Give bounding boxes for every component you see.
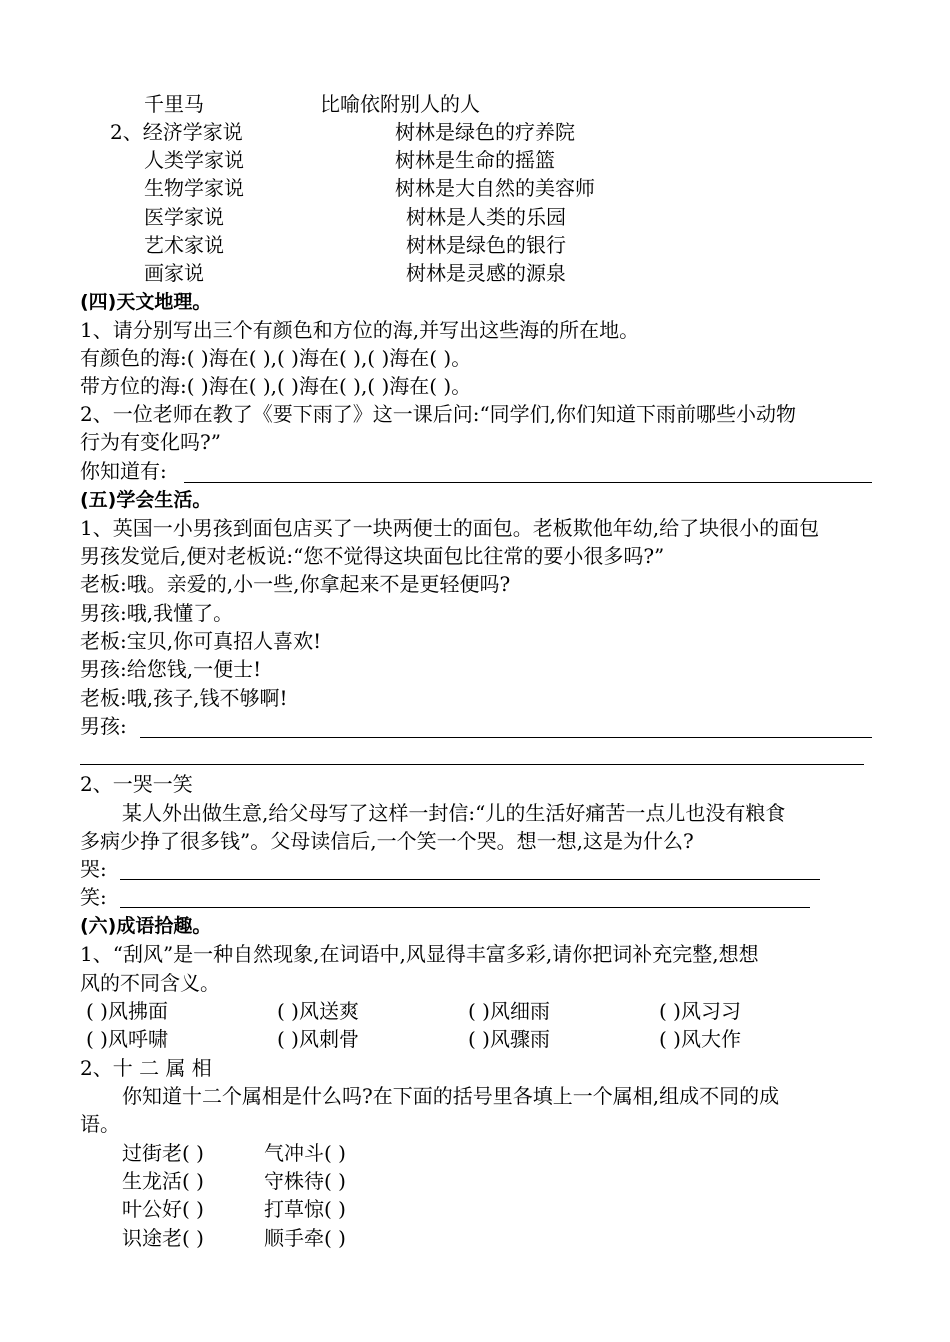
idiom-blank[interactable]: 识途老( ) bbox=[122, 1226, 204, 1250]
match-right-item: 树林是灵感的源泉 bbox=[406, 261, 566, 285]
idiom-blank[interactable]: ( )风呼啸 bbox=[86, 1027, 168, 1051]
dialogue-line: 男孩:哦,我懂了。 bbox=[80, 601, 234, 625]
question-title: 2、十 二 属 相 bbox=[80, 1056, 212, 1080]
dialogue-line: 男孩:给您钱,一便士! bbox=[80, 657, 262, 681]
fill-in-line: 有颜色的海:( )海在( ),( )海在( ),( )海在( )。 bbox=[80, 346, 472, 370]
dialogue-line: 老板:哦。亲爱的,小一些,你拿起来不是更轻便吗? bbox=[80, 572, 511, 596]
section-heading: (四)天文地理。 bbox=[80, 291, 212, 313]
idiom-blank[interactable]: 气冲斗( ) bbox=[264, 1141, 346, 1165]
question-text: 语。 bbox=[80, 1112, 120, 1136]
idiom-blank[interactable]: ( )风刺骨 bbox=[277, 1027, 359, 1051]
question-text: 1、“刮风”是一种自然现象,在词语中,风显得丰富多彩,请你把词补充完整,想想 bbox=[80, 942, 759, 966]
idiom-blank[interactable]: ( )风骤雨 bbox=[468, 1027, 550, 1051]
idiom-blank[interactable]: ( )风细雨 bbox=[468, 999, 550, 1023]
question-text: 某人外出做生意,给父母写了这样一封信:“儿的生活好痛苦一点儿也没有粮食 bbox=[122, 801, 786, 825]
idiom-blank[interactable]: 守株待( ) bbox=[264, 1169, 346, 1193]
match-left-item: 医学家说 bbox=[144, 205, 224, 229]
idiom-blank[interactable]: 过街老( ) bbox=[122, 1141, 204, 1165]
answer-line[interactable] bbox=[184, 482, 872, 483]
answer-label: 你知道有: bbox=[80, 459, 167, 483]
idiom-blank[interactable]: ( )风送爽 bbox=[277, 999, 359, 1023]
question-text: 风的不同含义。 bbox=[80, 971, 220, 995]
answer-line[interactable] bbox=[120, 907, 810, 908]
match-right-item: 树林是大自然的美容师 bbox=[395, 176, 595, 200]
answer-label: 男孩: bbox=[80, 714, 127, 738]
match-left-item: 生物学家说 bbox=[144, 176, 244, 200]
question-title: 2、一哭一笑 bbox=[80, 772, 193, 796]
dialogue-line: 老板:宝贝,你可真招人喜欢! bbox=[80, 629, 322, 653]
question-text: 你知道十二个属相是什么吗?在下面的括号里各填上一个属相,组成不同的成 bbox=[122, 1084, 780, 1108]
section-heading: (五)学会生活。 bbox=[80, 489, 212, 511]
match-right-item: 树林是人类的乐园 bbox=[406, 205, 566, 229]
match-left-item: 画家说 bbox=[144, 261, 204, 285]
answer-line[interactable] bbox=[120, 879, 820, 880]
match-right-item: 树林是绿色的疗养院 bbox=[395, 120, 575, 144]
idiom-blank[interactable]: ( )风大作 bbox=[659, 1027, 741, 1051]
answer-label: 笑: bbox=[80, 885, 107, 909]
match-right-item: 树林是生命的摇篮 bbox=[395, 148, 555, 172]
match-right-item: 树林是绿色的银行 bbox=[406, 233, 566, 257]
idiom-blank[interactable]: 打草惊( ) bbox=[264, 1197, 346, 1221]
answer-label: 哭: bbox=[80, 857, 107, 881]
idiom-blank[interactable]: ( )风习习 bbox=[659, 999, 741, 1023]
question-text: 1、英国一小男孩到面包店买了一块两便士的面包。老板欺他年幼,给了块很小的面包 bbox=[80, 516, 820, 540]
question-text: 多病少挣了很多钱”。父母读信后,一个笑一个哭。想一想,这是为什么? bbox=[80, 829, 694, 853]
section-heading: (六)成语拾趣。 bbox=[80, 915, 212, 937]
answer-line[interactable] bbox=[140, 737, 872, 738]
match-left-item: 艺术家说 bbox=[144, 233, 224, 257]
idiom-blank[interactable]: 生龙活( ) bbox=[122, 1169, 204, 1193]
question-text: 1、请分别写出三个有颜色和方位的海,并写出这些海的所在地。 bbox=[80, 318, 640, 342]
dialogue-line: 老板:哦,孩子,钱不够啊! bbox=[80, 686, 288, 710]
idiom-blank[interactable]: ( )风拂面 bbox=[86, 999, 168, 1023]
idiom-blank[interactable]: 叶公好( ) bbox=[122, 1197, 204, 1221]
answer-line[interactable] bbox=[80, 764, 864, 765]
idiom-blank[interactable]: 顺手牵( ) bbox=[264, 1226, 346, 1250]
question-text: 2、一位老师在教了《要下雨了》这一课后问:“同学们,你们知道下雨前哪些小动物 bbox=[80, 402, 797, 426]
match-left-item: 2、经济学家说 bbox=[110, 120, 243, 144]
match-right-item: 比喻依附别人的人 bbox=[320, 92, 480, 116]
match-left-item: 千里马 bbox=[144, 92, 204, 116]
question-text: 行为有变化吗?” bbox=[80, 430, 221, 454]
fill-in-line: 带方位的海:( )海在( ),( )海在( ),( )海在( )。 bbox=[80, 374, 472, 398]
match-left-item: 人类学家说 bbox=[144, 148, 244, 172]
question-text: 男孩发觉后,便对老板说:“您不觉得这块面包比往常的要小很多吗?” bbox=[80, 544, 665, 568]
